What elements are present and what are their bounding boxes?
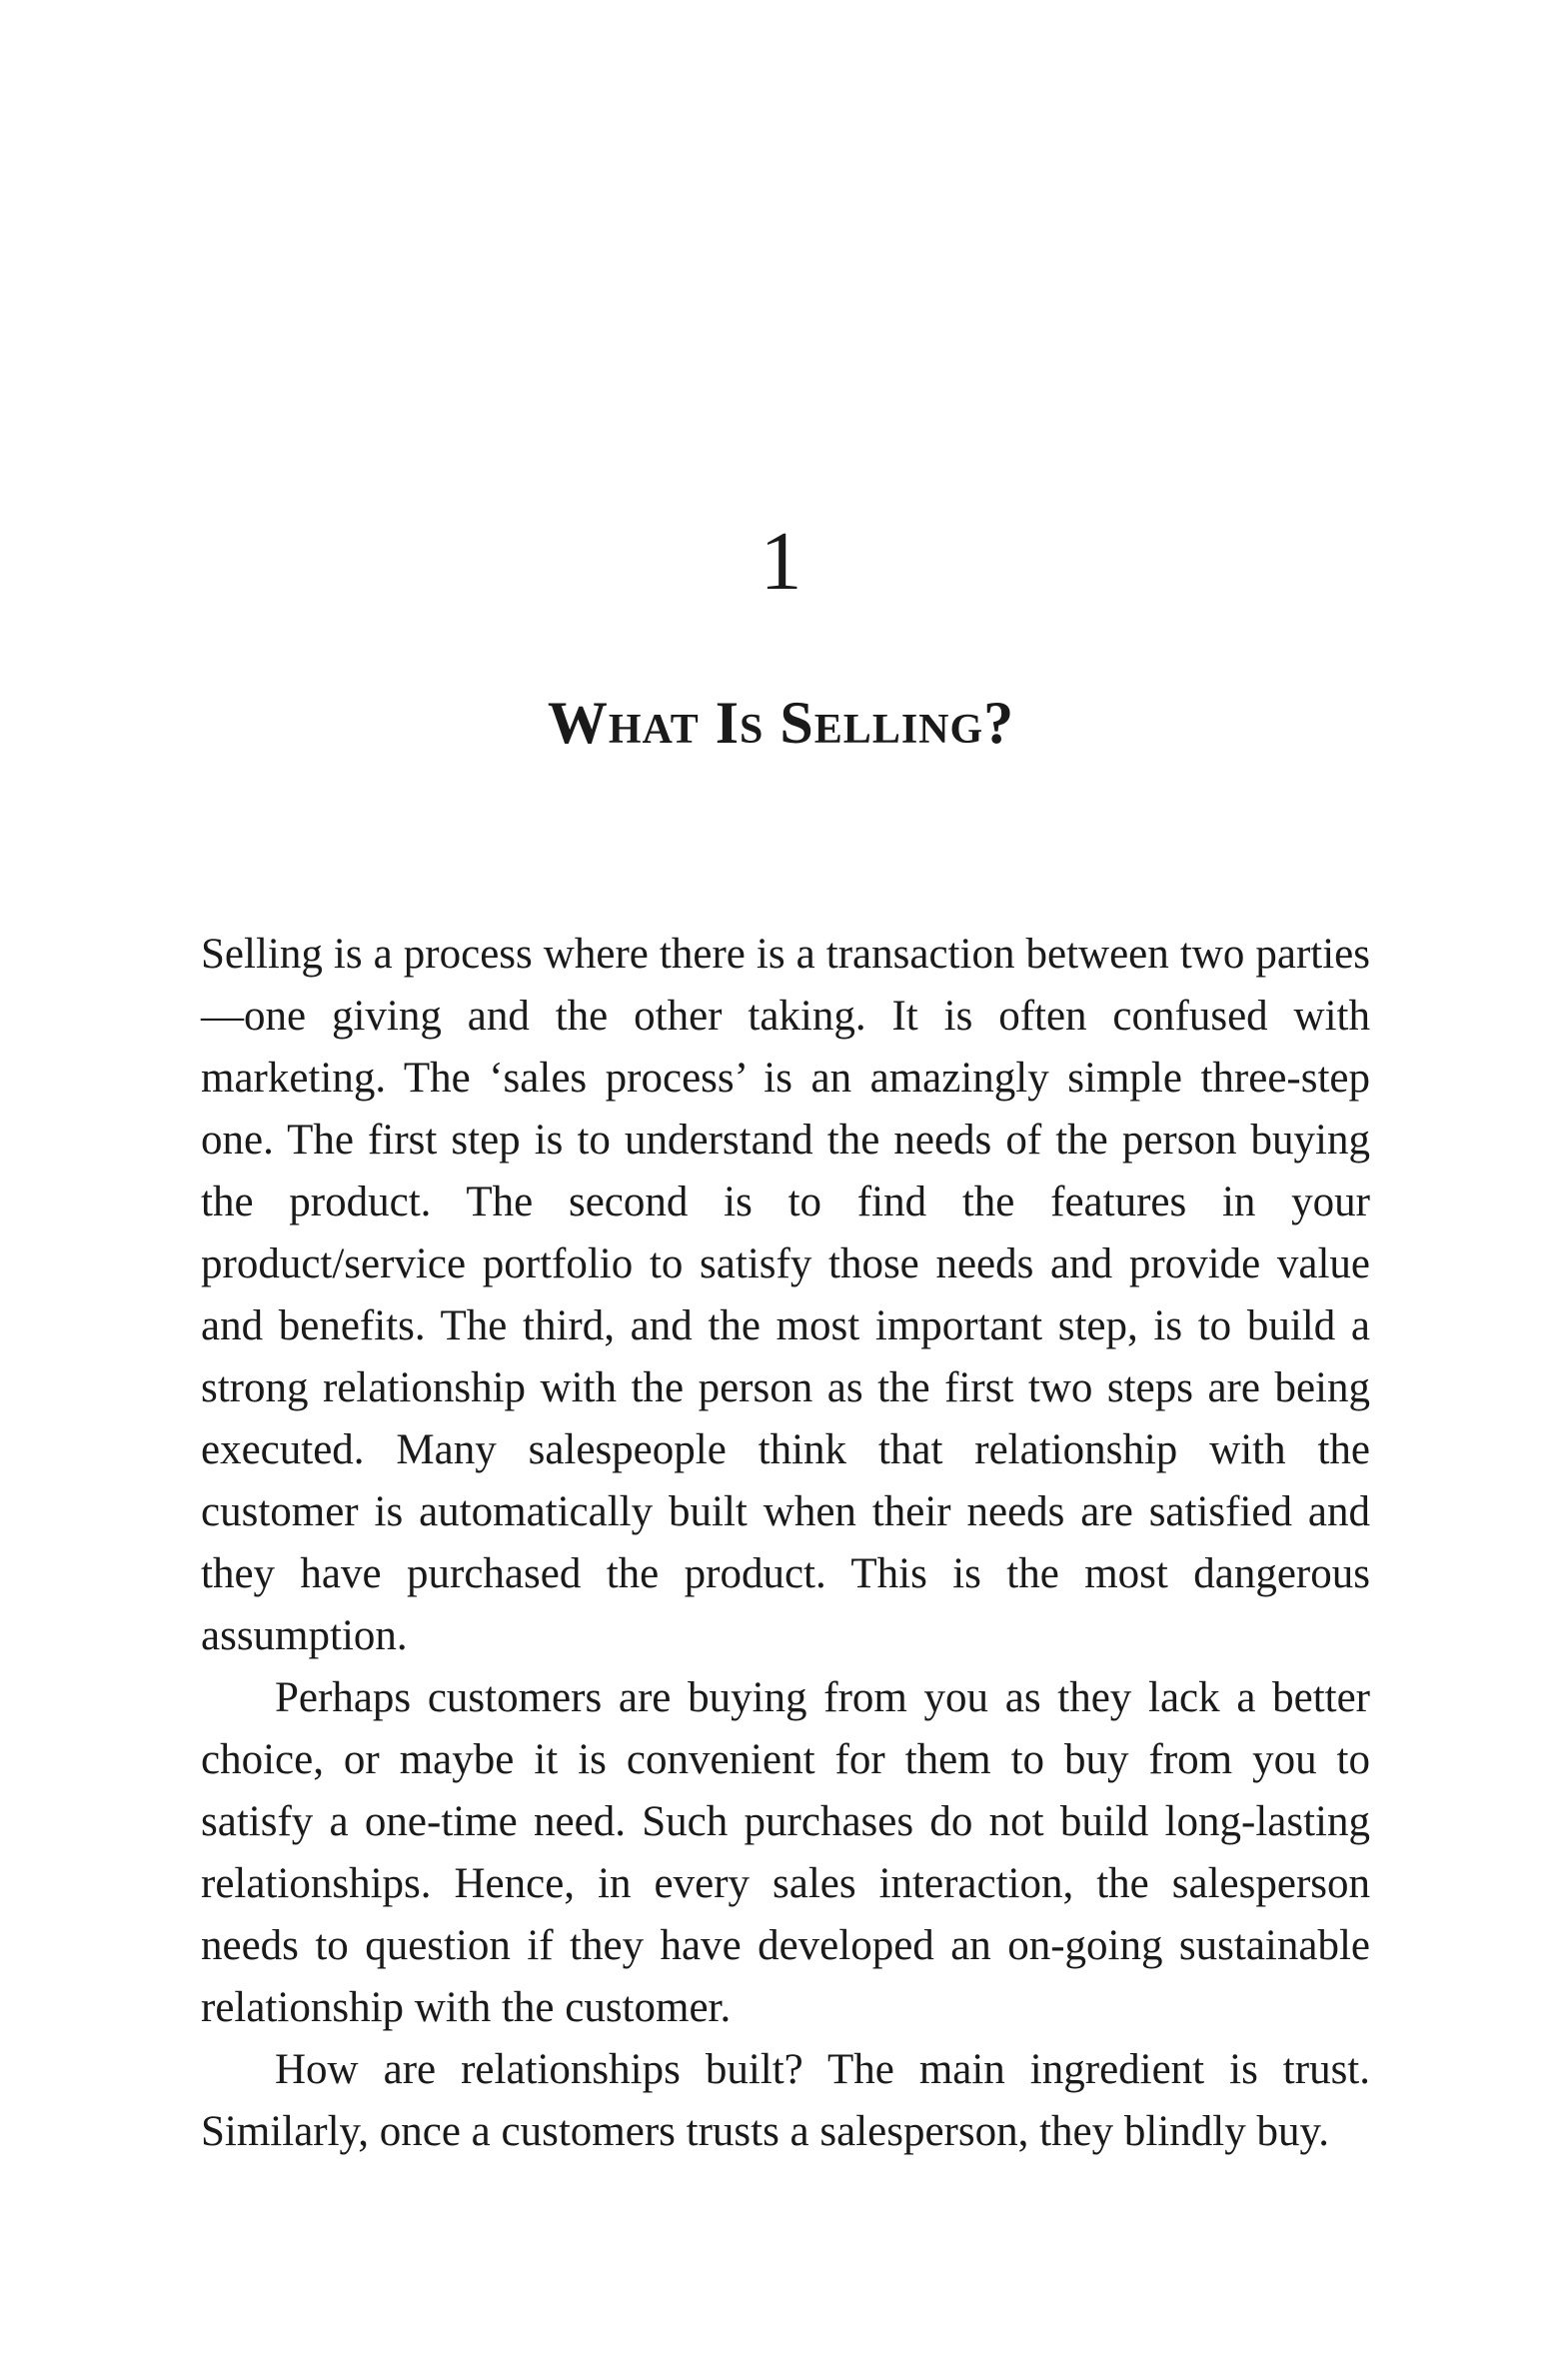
chapter-body (201, 924, 1370, 2163)
paragraph-2: Perhaps customers are buying from you as they lack a better choice, or maybe it is convenient for them to buy from you to satisfy a one-time need. Such purchases do not build long-lasting relationships. Hence, in every sales interaction, the salesperson needs to question if they have developed an on-going sustainable relationship with the customer. (201, 1674, 1370, 2031)
paragraph-1: Selling is a process where there is a transaction between two parties—one giving and the other taking. It is often confused with marketing. The ‘sales process’ is an amazingly simple three-step one. The first step is to understand the needs of the person buying the product. The second is to find the features in your product/service portfolio to satisfy those needs and provide value and benefits. The third, and the most important step, is to build a strong relationship with the person as the first two steps are being executed. Many salespeople think that relationship with the customer is automatically built when their needs are satisfied and they have purchased the product. This is the most dangerous assumption. (201, 931, 1370, 1659)
chapter-number: 1 (760, 515, 802, 608)
paragraph-3: How are relationships built? The main ingredient is trust. Similarly, once a customers trusts a salesperson, they blindly buy. (201, 2046, 1370, 2155)
chapter-title: What Is Selling? (547, 690, 1015, 756)
